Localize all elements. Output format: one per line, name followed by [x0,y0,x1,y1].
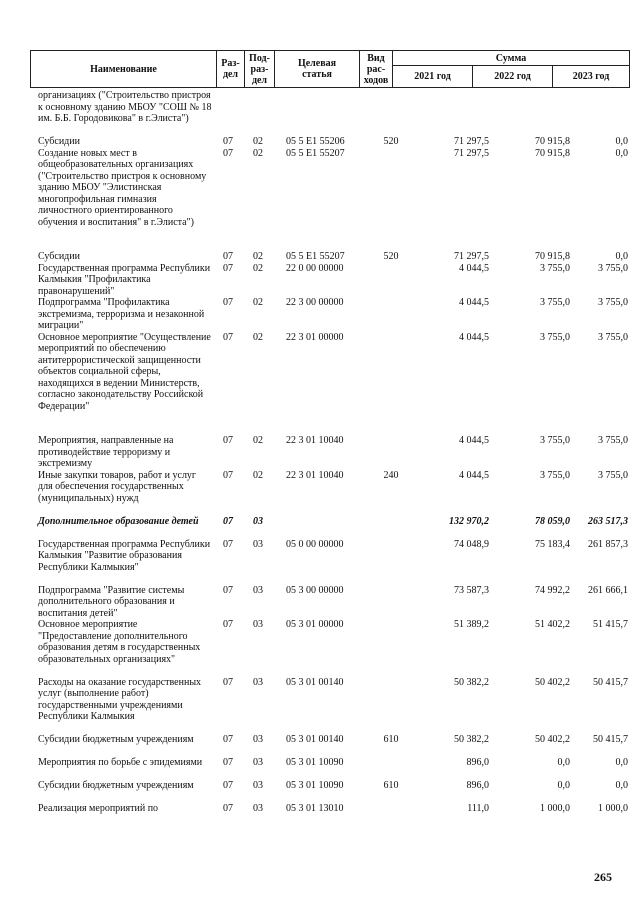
row-vid: 610 [383,780,399,791]
row-name: Субсидии [38,136,80,147]
table-body [30,90,630,815]
row-celevaya: 05 3 01 10090 [286,757,344,768]
row-podrazdel: 02 [253,297,263,308]
row-vid: 240 [383,469,399,481]
row-2022: 78 059,0 [535,515,570,527]
header-celevaya: Целевая статья [275,51,360,87]
row-name: Субсидии бюджетным учреждениям [38,734,194,745]
row-2023: 3 755,0 [598,469,628,481]
row-2022: 3 755,0 [540,297,570,308]
row-podrazdel: 02 [253,251,263,262]
table-row [30,263,630,298]
row-2023: 261 857,3 [588,538,628,550]
row-podrazdel: 02 [253,469,263,481]
row-razdel: 07 [223,538,233,550]
row-celevaya: 05 3 00 00000 [286,584,344,596]
table-row [30,516,630,539]
row-name: Подпрограмма "Профилактика экстремизма, терроризма и незаконной миграции" [38,297,205,331]
row-podrazdel: 03 [253,676,263,688]
row-name: организациях ("Строительство пристроя к основному зданию МБОУ "СОШ № 18 им. Б.Б. Городовикова" в г.Элиста") [38,90,212,124]
table-row [30,435,630,470]
header-2022: 2022 год [473,66,553,87]
row-razdel: 07 [223,331,233,343]
row-podrazdel: 02 [253,435,263,446]
row-name: Создание новых мест в общеобразовательных организациях ("Строительство пристроя к основному зданию МБОУ "Элистинская многопрофильная гимназия личностного ориентированного обучения и воспитания" в г.Элиста") [38,147,207,228]
row-podrazdel: 03 [253,803,263,814]
row-2021: 4 044,5 [459,435,489,446]
row-2021: 111,0 [467,803,489,814]
row-2023: 263 517,3 [588,515,628,527]
row-2022: 3 755,0 [540,469,570,481]
page-number: 265 [594,870,612,884]
row-2023: 3 755,0 [598,435,628,446]
row-razdel: 07 [223,734,233,745]
row-celevaya: 22 3 01 00000 [286,331,344,343]
row-2023: 261 666,1 [588,584,628,596]
row-vid: 610 [383,734,399,745]
header-vid: Вид рас- ходов [360,51,393,87]
table-row [30,148,630,252]
row-2022: 1 000,0 [540,803,570,814]
table-row [30,251,630,263]
row-2023: 3 755,0 [598,297,628,308]
table-row [30,734,630,757]
table-row [30,585,630,620]
row-razdel: 07 [223,757,233,768]
row-name: Субсидии бюджетным учреждениям [38,780,194,791]
row-celevaya: 05 5 E1 55206 [286,136,345,147]
table-row [30,780,630,803]
row-podrazdel: 03 [253,619,263,630]
row-podrazdel: 02 [253,136,263,147]
row-celevaya: 05 5 E1 55207 [286,251,345,262]
row-razdel: 07 [223,515,233,527]
row-razdel: 07 [223,435,233,446]
row-2023: 50 415,7 [593,676,628,688]
row-podrazdel: 03 [253,515,263,527]
row-name: Дополнительное образование детей [38,515,199,527]
row-2023: 0,0 [615,757,628,768]
row-name: Основное мероприятие "Предоставление дополнительного образования детям в государственных образовательных организациях" [38,619,201,665]
table-row [30,297,630,332]
row-razdel: 07 [223,803,233,814]
row-celevaya: 05 3 01 00140 [286,734,344,745]
row-podrazdel: 02 [253,262,263,274]
row-name: Государственная программа Республики Калмыкия "Профилактика правонарушений" [38,262,211,297]
row-2022: 0,0 [557,780,570,791]
row-2021: 4 044,5 [459,262,489,274]
row-celevaya: 05 3 01 13010 [286,803,344,814]
row-2021: 132 970,2 [449,515,489,527]
row-2021: 4 044,5 [459,469,489,481]
row-razdel: 07 [223,619,233,630]
row-celevaya: 05 3 01 00000 [286,619,344,630]
table-header [30,50,630,88]
row-2021: 74 048,9 [454,538,489,550]
row-2023: 0,0 [615,136,628,147]
row-2022: 50 402,2 [535,734,570,745]
row-2022: 3 755,0 [540,435,570,446]
row-name: Основное мероприятие "Осуществление мероприятий по обеспечению антитеррористической защищенности объектов социальной сферы, находящихся в ведении Министерств, согласно законодательству Российской Федерации" [38,331,211,412]
row-2022: 70 915,8 [535,147,570,159]
row-2022: 3 755,0 [540,262,570,274]
row-name: Мероприятия, направленные на противодействие терроризму и экстремизму [38,435,174,469]
row-2023: 0,0 [615,780,628,791]
row-2021: 71 297,5 [454,251,489,262]
row-2022: 50 402,2 [535,676,570,688]
header-podrazdel: Под- раз- дел [245,51,275,87]
row-podrazdel: 03 [253,757,263,768]
table-row [30,619,630,677]
table-row [30,136,630,148]
row-razdel: 07 [223,676,233,688]
header-summa: Сумма [393,51,629,66]
row-razdel: 07 [223,251,233,262]
row-vid: 520 [383,136,399,147]
row-name: Субсидии [38,251,80,262]
row-2023: 50 415,7 [593,734,628,745]
row-podrazdel: 03 [253,780,263,791]
row-2021: 4 044,5 [459,297,489,308]
row-name: Расходы на оказание государственных услуг (выполнение работ) государственными учреждениями Республики Калмыкия [38,676,202,722]
row-razdel: 07 [223,584,233,596]
header-name: Наименование [31,51,217,87]
row-celevaya: 05 3 01 00140 [286,676,344,688]
row-razdel: 07 [223,136,233,147]
row-razdel: 07 [223,147,233,159]
row-2023: 0,0 [615,251,628,262]
header-2023: 2023 год [572,71,610,82]
row-2021: 4 044,5 [459,331,489,343]
row-2023: 1 000,0 [598,803,628,814]
row-podrazdel: 03 [253,584,263,596]
row-2021: 50 382,2 [454,676,489,688]
table-row [30,757,630,780]
table-row [30,539,630,585]
row-2021: 896,0 [466,757,489,768]
row-name: Реализация мероприятий по [38,803,159,814]
row-razdel: 07 [223,262,233,274]
row-2022: 74 992,2 [535,584,570,596]
row-name: Иные закупки товаров, работ и услуг для обеспечения государственных (муниципальных) нужд [38,469,197,504]
row-2023: 3 755,0 [598,262,628,274]
row-name: Подпрограмма "Развитие системы дополнительного образования и воспитания детей" [38,584,185,619]
row-podrazdel: 02 [253,147,263,159]
header-2021: 2021 год [393,66,473,87]
row-2022: 70 915,8 [535,136,570,147]
row-2023: 3 755,0 [598,331,628,343]
row-2023: 0,0 [615,147,628,159]
row-celevaya: 05 0 00 00000 [286,538,344,550]
row-celevaya: 05 5 E1 55207 [286,147,345,159]
row-2022: 51 402,2 [535,619,570,630]
table-row [30,677,630,735]
row-2021: 896,0 [466,780,489,791]
row-2021: 71 297,5 [454,136,489,147]
row-2023: 51 415,7 [593,619,628,630]
row-name: Государственная программа Республики Калмыкия "Развитие образования Республики Калмыкия" [38,538,211,573]
header-razdel: Раз- дел [217,51,245,87]
row-celevaya: 22 3 01 10040 [286,469,344,481]
table-row [30,803,630,815]
row-vid: 520 [383,251,399,262]
row-podrazdel: 03 [253,538,263,550]
table-row [30,332,630,436]
row-2021: 73 587,3 [454,584,489,596]
row-2022: 0,0 [557,757,570,768]
row-2022: 3 755,0 [540,331,570,343]
row-podrazdel: 02 [253,331,263,343]
row-celevaya: 22 0 00 00000 [286,262,344,274]
table-row [30,470,630,516]
row-celevaya: 05 3 01 10090 [286,780,344,791]
row-2022: 75 183,4 [535,538,570,550]
row-2021: 50 382,2 [454,734,489,745]
row-2022: 70 915,8 [535,251,570,262]
row-celevaya: 22 3 01 10040 [286,435,344,446]
row-celevaya: 22 3 00 00000 [286,297,344,308]
row-name: Мероприятия по борьбе с эпидемиями [38,757,203,768]
row-2021: 71 297,5 [454,147,489,159]
row-2021: 51 389,2 [454,619,489,630]
row-razdel: 07 [223,297,233,308]
table-row [30,90,630,136]
row-podrazdel: 03 [253,734,263,745]
row-razdel: 07 [223,469,233,481]
row-razdel: 07 [223,780,233,791]
